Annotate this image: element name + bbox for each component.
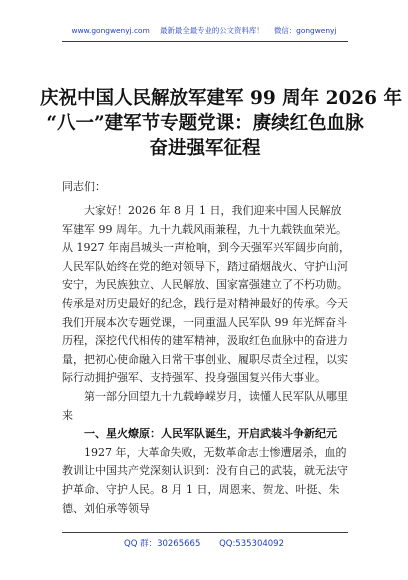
title-line-1: 庆祝中国人民解放军建军 99 周年 2026 年: [40, 88, 402, 109]
document-title: [40, 86, 402, 161]
header-wechat: 微信：gongwenyj: [273, 26, 337, 35]
footer-qq-contact: QQ:535304092: [219, 539, 284, 549]
section-heading-1: 一、星火燎原：人民军队诞生，开启武装斗争新纪元: [84, 427, 337, 441]
page-header: [0, 25, 408, 36]
title-line-3: 奋进强军征程: [149, 138, 261, 159]
section-part-one: 第一部分回望九十九载峥嵘岁月，读懂人民军队从哪里来: [62, 389, 348, 422]
page-footer: [0, 537, 408, 549]
footer-divider: [62, 532, 348, 533]
paragraph-intro: 大家好！2026 年 8 月 1 日，我们迎来中国人民解放军建军 99 周年。九十九载风雨兼程，九十九载铁血荣光。从 1927 年南昌城头一声枪响，到今天强军兴军阔步向前，人民军队始终在党的绝对领导下，踏过硝烟战火、守护山河安宁，为民族独立、人民解放、国家富强建立了不朽功勋。传承是对历史最好的纪念，践行是对精神最好的传承。今天我们开展本次专题党课，一同重温人民军队 99 年光辉奋斗历程，深挖代代相传的建军精神，汲取红色血脉中的奋进力量，把初心使命融入日常干事创业、履职尽责全过程，以实际行动拥护强军、支持强军、投身强国复兴伟大事业。: [62, 204, 350, 385]
greeting: 同志们：: [62, 180, 106, 193]
header-site-link[interactable]: www.gongwenyj.com: [71, 26, 150, 35]
header-tagline: 最新最全最专业的公文资料库！: [160, 26, 264, 35]
title-line-2: “八一”建军节专题党课：赓续红色血脉: [46, 113, 364, 134]
document-body: [62, 202, 352, 518]
header-divider: [62, 41, 348, 42]
paragraph-history: 1927 年，大革命失败，无数革命志士惨遭屠杀，血的教训让中国共产党深刻认识到：没有自己的武装，就无法守护革命、守护人民。8 月 1 日，周恩来、贺龙、叶挺、朱德、刘伯承等领导: [62, 445, 348, 515]
footer-qq-group: QQ 群：30265665: [124, 539, 201, 549]
